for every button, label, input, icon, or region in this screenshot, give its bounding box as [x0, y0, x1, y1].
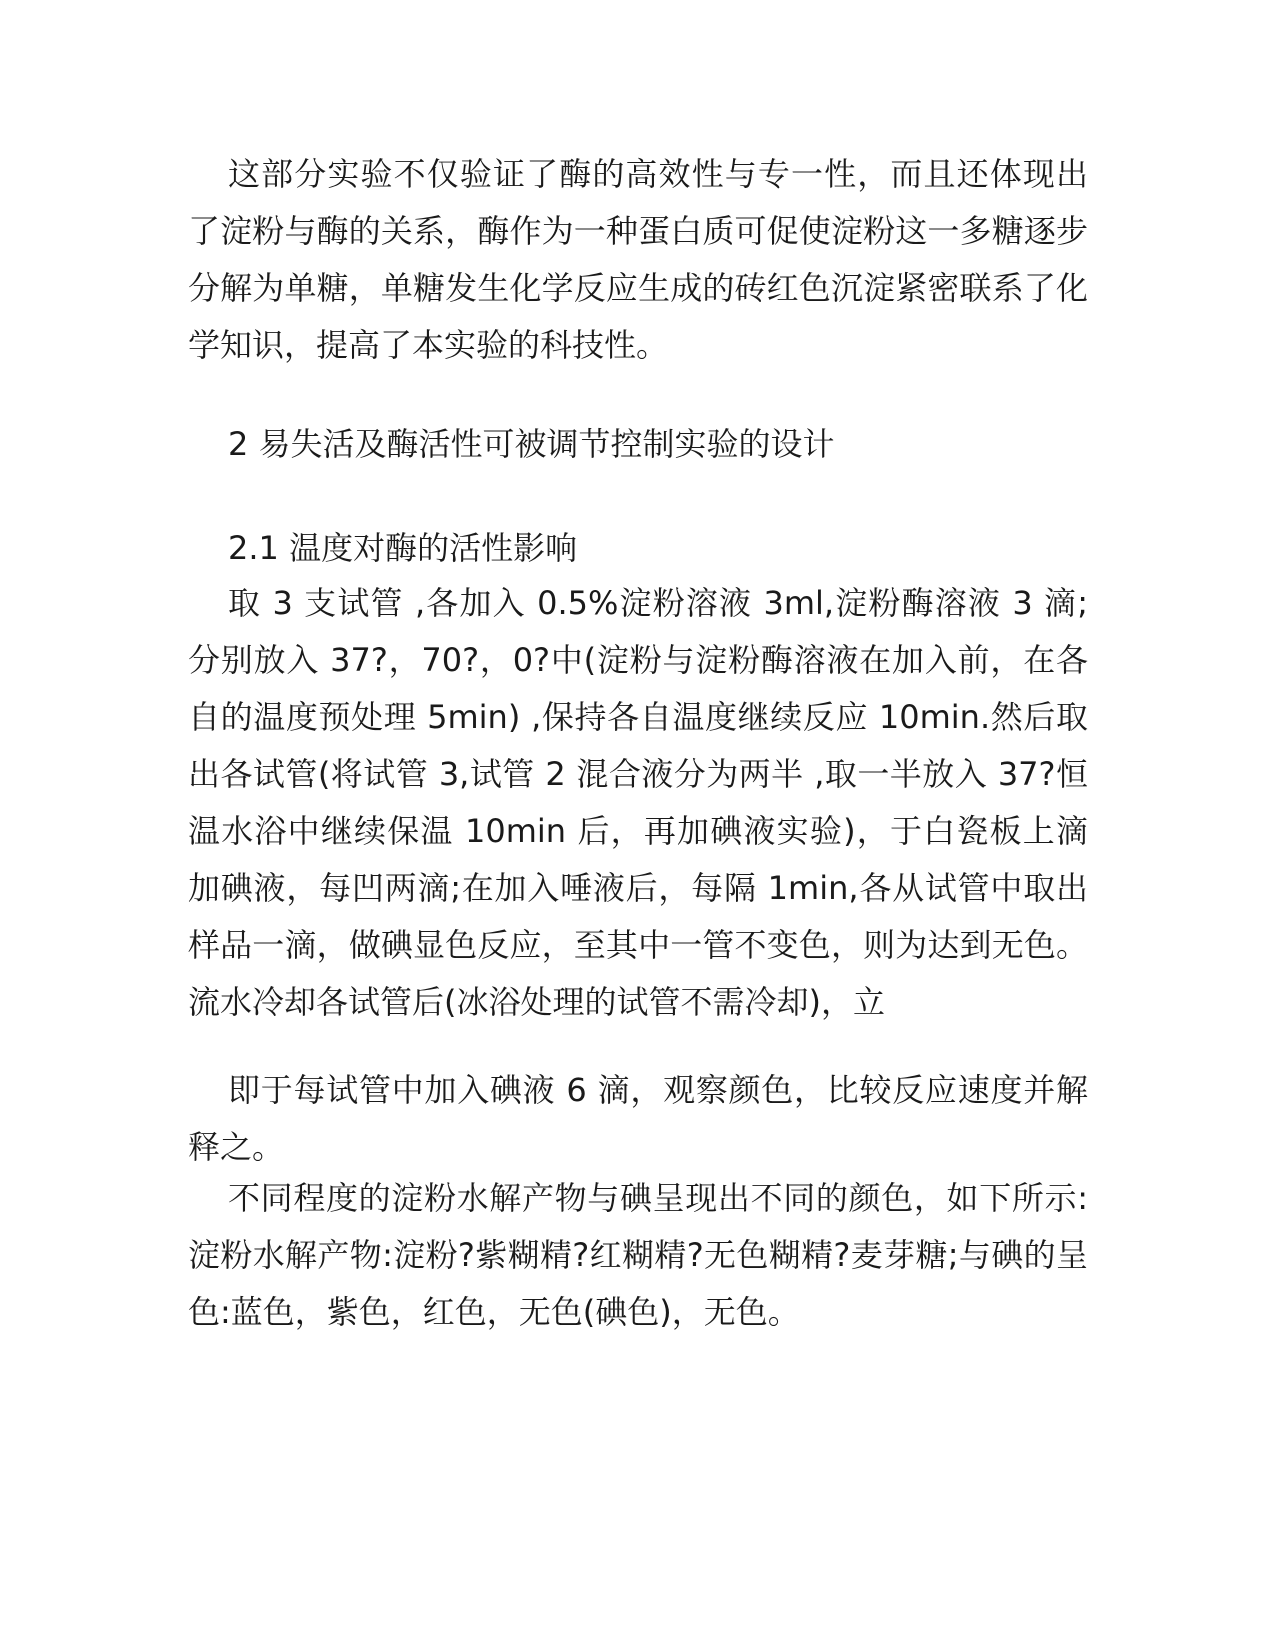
- subsection-heading-2-1: 2.1 温度对酶的活性影响: [228, 529, 578, 567]
- paragraph-hydrolysis-colors: 不同程度的淀粉水解产物与碘呈现出不同的颜色，如下所示:淀粉水解产物:淀粉?紫糊精?红糊精?无色糊精?麦芽糖;与碘的呈色:蓝色，紫色，红色，无色(碘色)，无色。: [188, 1179, 1088, 1331]
- paragraph-iodine-addition: 即于每试管中加入碘液 6 滴，观察颜色，比较反应速度并解释之。: [188, 1071, 1088, 1166]
- section-heading-2: 2 易失活及酶活性可被调节控制实验的设计: [228, 425, 835, 463]
- paragraph-enzyme-summary: 这部分实验不仅验证了酶的高效性与专一性，而且还体现出了淀粉与酶的关系，酶作为一种蛋白质可促使淀粉这一多糖逐步分解为单糖，单糖发生化学反应生成的砖红色沉淀紧密联系了化学知识，提高了本实验的科技性。: [188, 155, 1088, 364]
- paragraph-experiment-procedure: 取 3 支试管 ,各加入 0.5%淀粉溶液 3ml,淀粉酶溶液 3 滴;分别放入 37?，70?，0?中(淀粉与淀粉酶溶液在加入前，在各自的温度预处理 5min) ,保持各自温度继续反应 10min.然后取出各试管(将试管 3,试管 2 混合液分为两半 ,取一半放入 37?恒温水浴中继续保温 10min 后，再加碘液实验)，于白瓷板上滴加碘液，每凹两滴;在加入唾液后，每隔 1min,各从试管中取出样品一滴，做碘显色反应，至其中一管不变色，则为达到无色。流水冷却各试管后(冰浴处理的试管不需冷却)，立: [188, 584, 1088, 1021]
